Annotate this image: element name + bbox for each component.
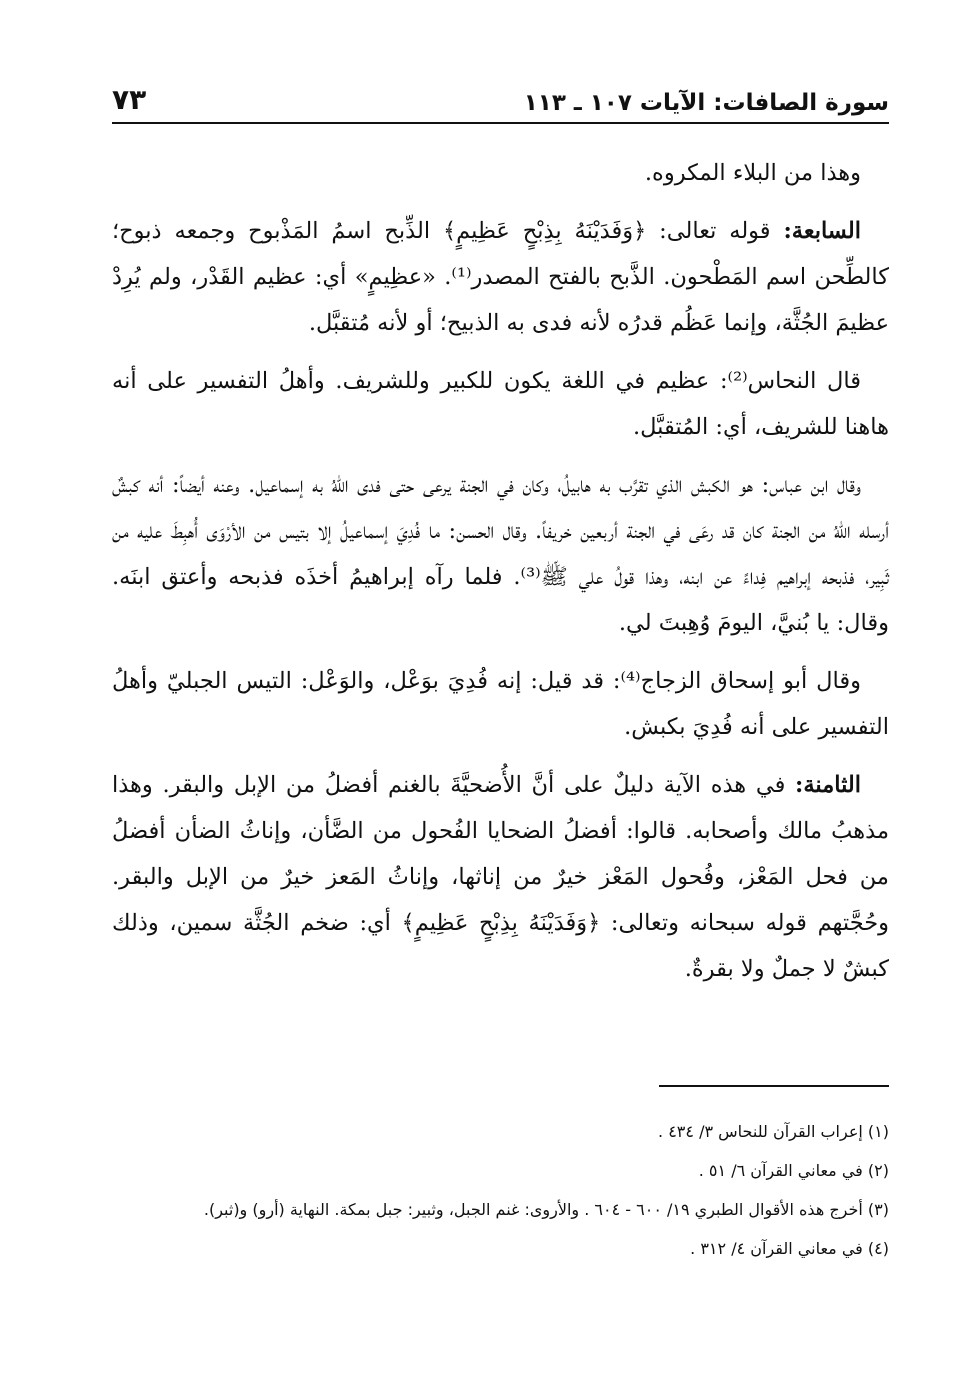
paragraph <box>112 658 889 750</box>
paragraph-text: في هذه الآية دليلٌ على أنَّ الأُضحيَّةَ بالغنم أفضلُ من الإبل والبقر. وهذا مذهبُ مالك وأصحابه. قالوا: أفضلُ الضحايا الفُحول من الضَّأن، وإناثُ الضأن أفضلُ من فحل المَعْز، وفُحول المَعْز خيرٌ من إناثها، وإناثُ المَعز خيرٌ من الإبل والبقر. وحُجَّتهم قوله سبحانه وتعالى: ﴿وَفَدَيْنَهُ بِذِبْحٍ عَظِيمٍ﴾ أي: ضخم الجُثَّة سمين، وذلك كبشٌ لا جملٌ ولا بقرةٌ. <box>112 772 889 982</box>
paragraph <box>112 150 889 196</box>
paragraph-text: وقال ابن عباس: هو الكبش الذي تقرَّب به هابيلُ، وكان في الجنة يرعى حتى فدى اللهُ به إسماعيل. وعنه أيضاً: أنه كبشٌ أرسله اللهُ من الجنة كان قد رعَى في الجنة أربعين خريفاً. وقال الحسن: ما فُدِيَ إسماعيلُ إلا بتيس من الأرْوَى أُهبِطَ عليه من ثَبِير، فذبحه إبراهيم فِداءً عن ابنه، وهذا قولُ علي ﷺ⁽³⁾. فلما رآه إبراهيمُ أخذَه فذبحه وأعتق ابنَه. وقال: يا بُنيَّ، اليومَ وُهِبتَ لي. <box>112 472 889 636</box>
footnotes <box>112 1115 889 1271</box>
page-header <box>112 76 889 124</box>
paragraph <box>112 358 889 450</box>
paragraph <box>112 462 889 646</box>
footnote: (١) إعراب القرآن للنحاس ٣/ ٤٣٤ . <box>658 1122 889 1141</box>
footnote-divider <box>659 1085 889 1087</box>
footnote: (٤) في معاني القرآن ٤/ ٣١٢ . <box>690 1239 889 1258</box>
paragraph-text: وهذا من البلاء المكروه. <box>644 160 861 186</box>
paragraph-lead: السابعة: <box>783 218 861 244</box>
paragraph <box>112 208 889 346</box>
running-title: سورة الصافات: الآيات ١٠٧ ـ ١١٣ <box>523 90 889 116</box>
page-number: ٧٣ <box>112 83 147 116</box>
paragraph-text: وقال أبو إسحاق الزجاج⁽⁴⁾: قد قيل: إنه فُدِيَ بوَعْل، والوَعْل: التيس الجبليّ وأهلُ التفسير على أنه فُدِيَ بكبش. <box>112 668 889 740</box>
paragraph-lead: الثامنة: <box>795 772 861 798</box>
main-text <box>112 150 889 1004</box>
paragraph-text: قال النحاس⁽²⁾: عظيم في اللغة يكون للكبير وللشريف. وأهلُ التفسير على أنه هاهنا للشريف، أي: المُتقبَّل. <box>112 368 889 440</box>
footnote: (٣) أخرج هذه الأقوال الطبري ١٩/ ٦٠٠ - ٦٠٤ . والأروى: غنم الجبل، وثبير: جبل بمكة. النهاية (أرو) و(ثبر). <box>203 1200 889 1219</box>
paragraph-text: قوله تعالى: ﴿وَفَدَيْنَهُ بِذِبْحٍ عَظِيمٍ﴾ الذِّبح اسمُ المَذْبوح وجمعه ذبوح؛ كالطِّحن اسم المَطْحون. الذَّبح بالفتح المصدر⁽¹⁾. «عظِيمٍ» أي: عظيم القَدْر، ولم يُرِدْ عظيمَ الجُثَّة، وإنما عَظُم قدرُه لأنه فدى به الذبيح؛ أو لأنه مُتقبَّل. <box>112 218 889 336</box>
footnote: (٢) في معاني القرآن ٦/ ٥١ . <box>698 1161 889 1180</box>
paragraph <box>112 762 889 992</box>
